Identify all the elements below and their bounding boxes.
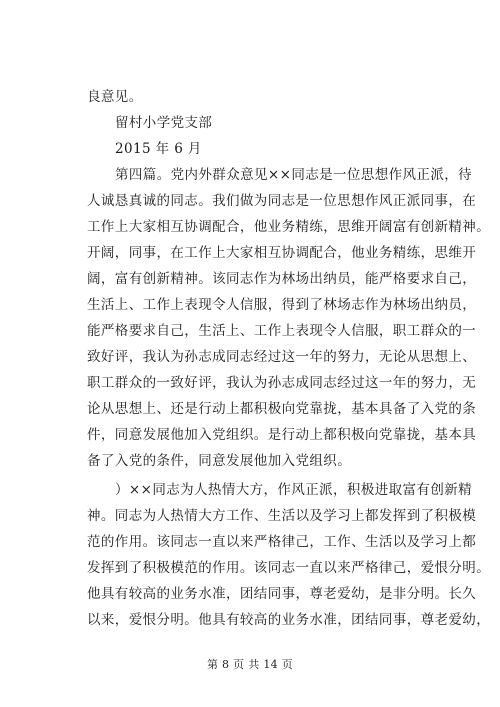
text-line: 生活上、工作上表现令人信服，得到了林场志作为林场出纳员， [87, 297, 477, 313]
text-line: 留村小学党支部 [115, 115, 213, 131]
text-line: 以来，爱恨分明。他具有较高的业务水准，团结同事，尊老爱幼， [87, 612, 491, 628]
text-line: 开阔，同事，在工作上大家相互协调配合，他业务精练，思维开 [87, 245, 477, 261]
text-line: 人诚恳真诚的同志。我们做为同志是一位思想作风正派同事，在 [87, 193, 477, 209]
document-body [87, 84, 491, 633]
text-line: ）××同志为人热情大方，作风正派，积极进取富有创新精 [115, 482, 473, 498]
text-line: 备了入党的条件，同意发展他加入党组织。 [87, 453, 352, 469]
text-line: 阔，富有创新精神。该同志作为林场出纳员，能严格要求自己， [87, 271, 477, 287]
text-line: 件，同意发展他加入党组织。是行动上都积极向党靠拢，基本具 [87, 427, 477, 443]
text-line: 他具有较高的业务水准，团结同事，尊老爱幼，是非分明。长久 [87, 586, 477, 602]
text-line: 第四篇。党内外群众意见××同志是一位思想作风正派，待 [115, 167, 473, 183]
page-number-footer: 第 8 页 共 14 页 [206, 658, 294, 671]
text-line: 神。同志为人热情大方工作、生活以及学习上都发挥到了积极模 [87, 508, 477, 524]
text-line: 职工群众的一致好评，我认为孙志成同志经过这一年的努力，无 [87, 375, 477, 391]
text-line: 论从思想上、还是行动上都积极向党靠拢，基本具备了入党的条 [87, 401, 477, 417]
text-line: 范的作用。该同志一直以来严格律己，工作、生活以及学习上都 [87, 534, 477, 550]
text-line: 发挥到了积极模范的作用。该同志一直以来严格律己，爱恨分明。 [87, 560, 491, 576]
text-line: 致好评，我认为孙志成同志经过这一年的努力，无论从思想上、 [87, 349, 477, 365]
text-line: 工作上大家相互协调配合，他业务精练，思维开阔富有创新精神。 [87, 219, 491, 235]
text-line: 良意见。 [87, 89, 143, 105]
text-line: 2015 年 6 月 [115, 141, 202, 157]
text-line: 能严格要求自己，生活上、工作上表现令人信服，职工群众的一 [87, 323, 477, 339]
